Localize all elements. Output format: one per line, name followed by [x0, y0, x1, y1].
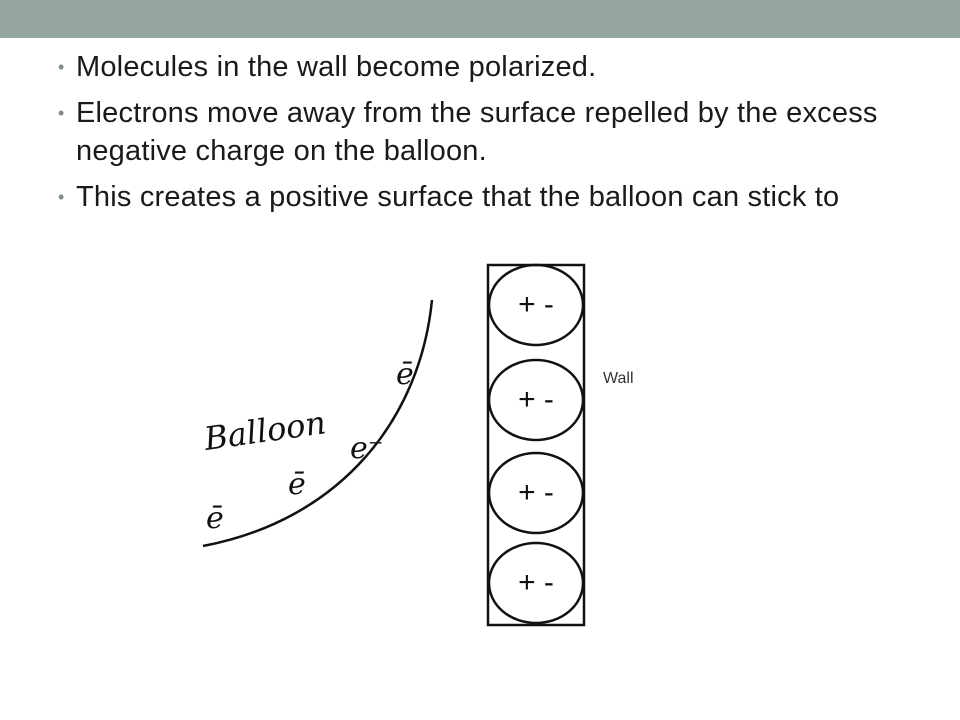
bullet-marker: • [58, 103, 65, 123]
molecule-charge-label: + - [518, 288, 554, 321]
molecule-charge-label: + - [518, 476, 554, 509]
wall-label: Wall [603, 370, 634, 387]
bullet-marker: • [58, 187, 65, 207]
electron-label: e⁻ [350, 431, 384, 466]
electron-label: ē [288, 467, 306, 502]
electron-label: ē [206, 501, 224, 536]
molecule-charge-label: + - [518, 566, 554, 599]
bullet-marker: • [58, 57, 65, 77]
molecule-charge-label: + - [518, 383, 554, 416]
bullet-text: Electrons move away from the surface repelled by the excess negative charge on the balloon. [76, 97, 878, 167]
bullet-text: This creates a positive surface that the balloon can stick to [76, 181, 840, 213]
bullet-text: Molecules in the wall become polarized. [76, 51, 597, 83]
balloon-label: Balloon [201, 403, 329, 458]
electron-label: ē [396, 357, 414, 392]
